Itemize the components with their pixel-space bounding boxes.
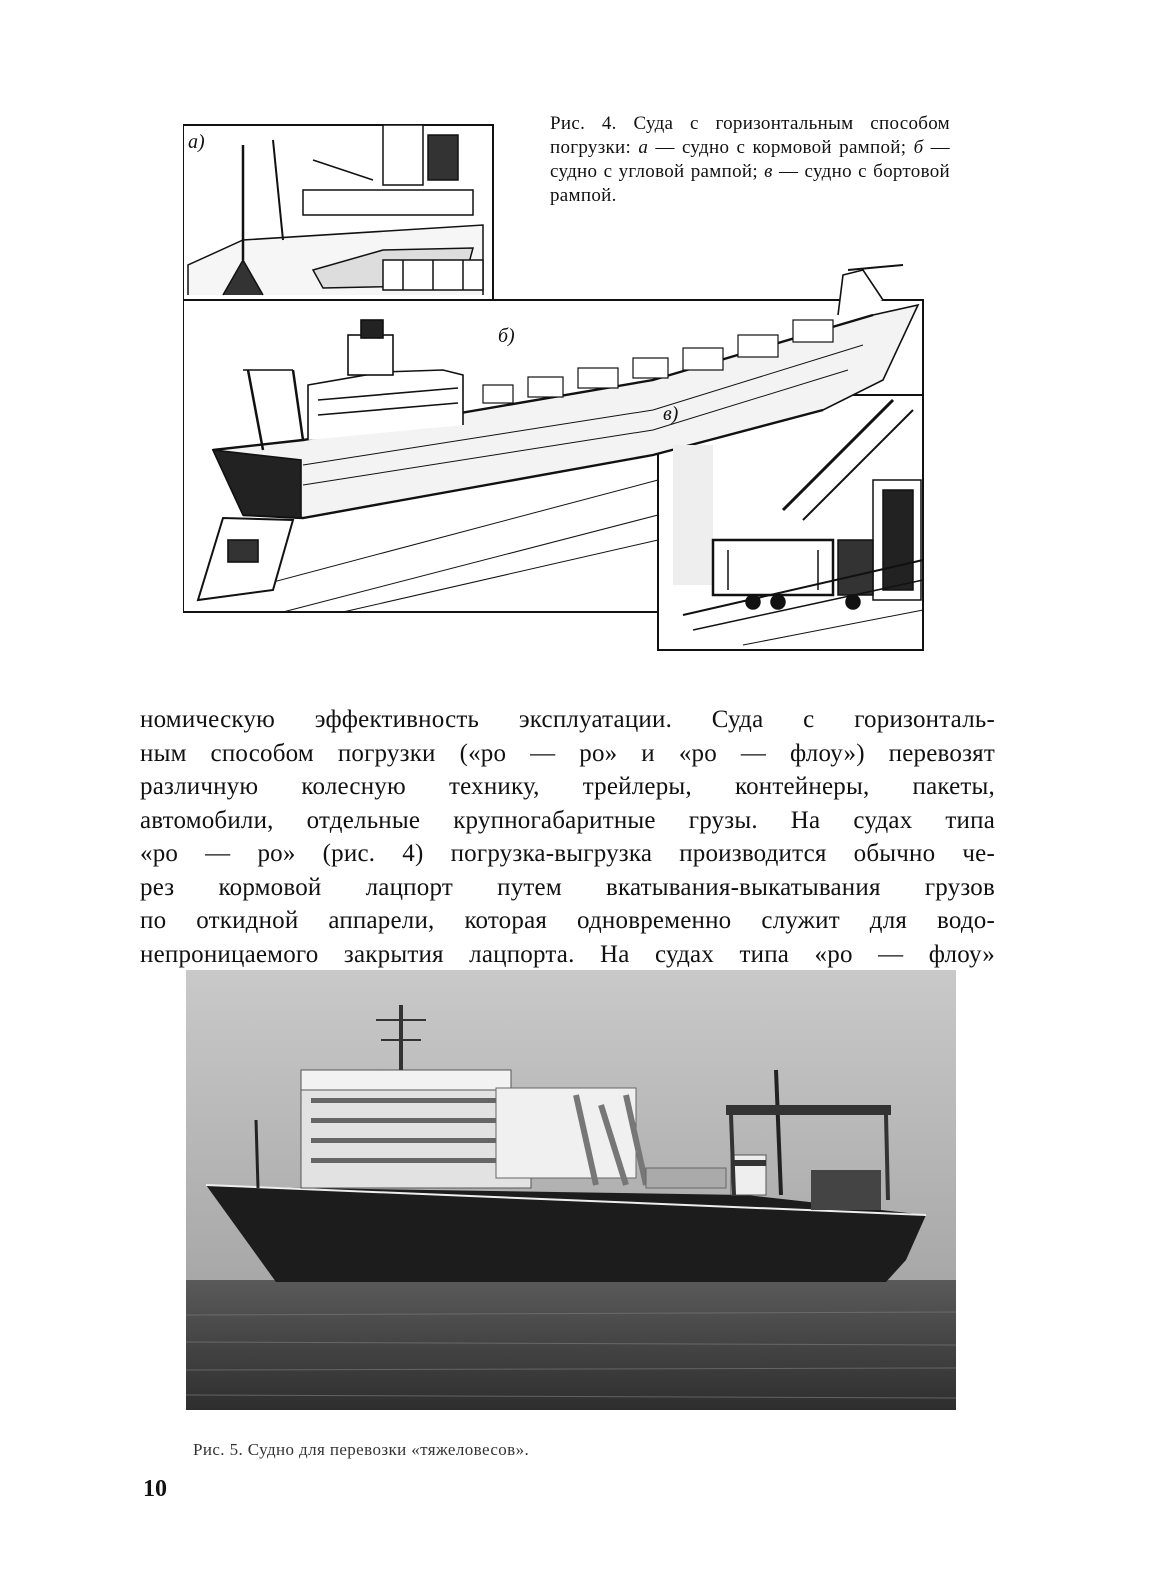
body-line: «ро — ро» (рис. 4) погрузка-выгрузка производится обычно че- [140,840,995,867]
body-line: непроницаемого закрытия лацпорта. На судах типа «ро — флоу» [140,940,995,968]
body-line: по откидной аппарели, которая одновременно служит для водо- [140,907,995,934]
figure-4-caption-a-letter: а [638,137,649,158]
figure-4b-label: б) [498,325,515,347]
figure-4-caption [550,112,950,208]
body-paragraph [140,703,995,971]
page-number: 10 [143,1476,167,1502]
figure-5-photo [186,970,956,1410]
figure-4-caption-v-text: — судно с бортовой рампой. [550,161,950,206]
figure-4-caption-a-text: — судно с кормовой рампой; [648,137,914,158]
body-line: автомобили, отдельные крупногабаритные грузы. На судах типа [140,806,995,834]
figure-4-caption-v-letter: в [764,161,773,182]
figure-5-caption: Рис. 5. Судно для перевозки «тяжеловесов». [193,1440,530,1459]
body-line: различную колесную технику, трейлеры, контейнеры, пакеты, [140,773,995,800]
body-line: номическую эффективность эксплуатации. Суда с горизонталь- [140,706,995,733]
body-line: ным способом погрузки («ро — ро» и «ро — флоу») перевозят [140,739,995,767]
body-line: рез кормовой лацпорт путем вкатывания-выкатывания грузов [140,873,995,901]
figure-4-caption-b-text: — судно с угловой рампой; [550,137,950,182]
figure-4a-label: а) [188,131,205,153]
figure-4v-label: в) [663,403,679,425]
figure-4-caption-b-letter: б [913,137,924,158]
figure-4-caption-prefix: Рис. 4. Суда с горизонтальным способом погрузки: [550,113,950,158]
